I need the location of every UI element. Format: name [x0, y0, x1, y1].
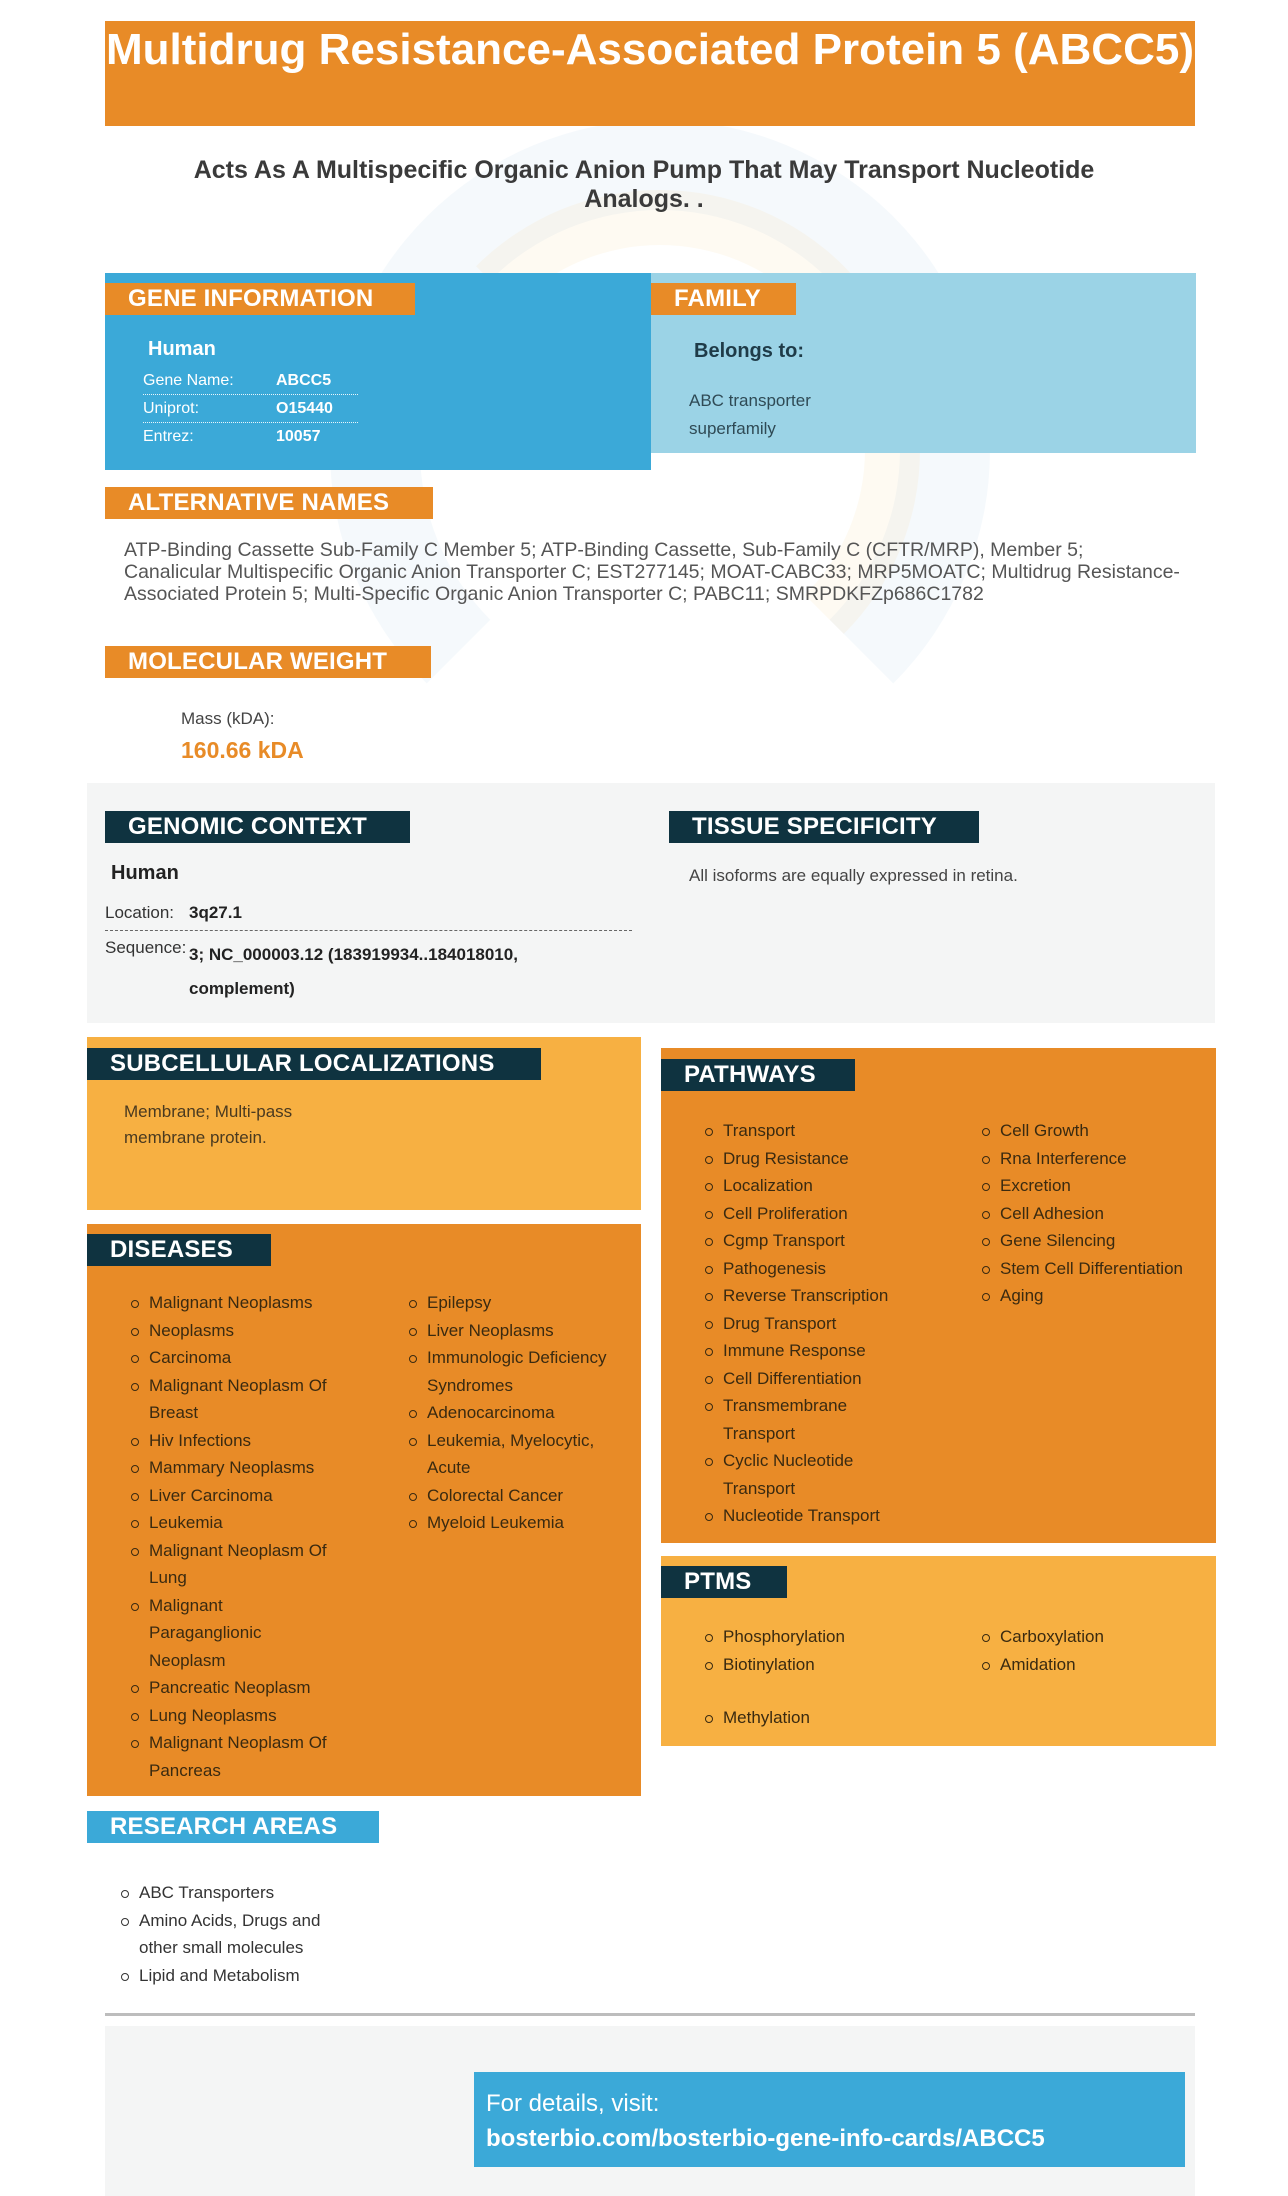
list-item: Rna Interference — [980, 1145, 1210, 1173]
ptms-list-col2 — [980, 1623, 1180, 1678]
list-item: Malignant Paraganglionic Neoplasm — [129, 1592, 279, 1675]
alternative-names-text: ATP-Binding Cassette Sub-Family C Member 5; ATP-Binding Cassette, Sub-Family C (CFTR/MRP), Member 5; Canalicular Multispecific Organic Anion Transporter C; EST277145; MOAT-CABC33; MRP5MOATC; Multidrug Resistance-Associated Protein 5; Multi-Specific Organic Anion Transporter C; PABC11; SMRPDKFZp686C1782 — [124, 539, 1180, 605]
list-item: Drug Transport — [703, 1310, 903, 1338]
list-item: Neoplasms — [129, 1317, 344, 1345]
diseases-header: DISEASES — [87, 1234, 271, 1266]
gene-name-row — [143, 367, 358, 395]
page-subtitle: Acts As A Multispecific Organic Anion Pump That May Transport Nucleotide Analogs. . — [193, 156, 1095, 213]
list-item: Mammary Neoplasms — [129, 1454, 344, 1482]
uniprot-label: Uniprot: — [143, 400, 200, 417]
list-item: ABC Transporters — [119, 1879, 339, 1907]
list-item: Pathogenesis — [703, 1255, 903, 1283]
list-item: Immunologic Deficiency Syndromes — [407, 1344, 627, 1399]
list-item: Transport — [703, 1117, 903, 1145]
list-item: Stem Cell Differentiation — [980, 1255, 1210, 1283]
subcellular-header: SUBCELLULAR LOCALIZATIONS — [87, 1048, 541, 1080]
list-item: Lung Neoplasms — [129, 1702, 344, 1730]
entrez-row — [143, 423, 358, 451]
uniprot-row — [143, 395, 358, 423]
genomic-species: Human — [111, 862, 179, 884]
family-belongs-label: Belongs to: — [694, 340, 804, 362]
footer-divider — [105, 2013, 1195, 2016]
list-item: Liver Neoplasms — [407, 1317, 627, 1345]
list-item: Cgmp Transport — [703, 1227, 903, 1255]
list-item: Adenocarcinoma — [407, 1399, 627, 1427]
list-item: Transmembrane Transport — [703, 1392, 873, 1447]
molecular-weight-header: MOLECULAR WEIGHT — [105, 646, 431, 678]
alternative-names-header: ALTERNATIVE NAMES — [105, 487, 433, 519]
research-areas-header: RESEARCH AREAS — [87, 1811, 379, 1843]
pathways-header: PATHWAYS — [661, 1059, 855, 1091]
details-link[interactable]: bosterbio.com/bosterbio-gene-info-cards/ABCC5 — [486, 2125, 1045, 2152]
entrez-value: 10057 — [276, 428, 321, 445]
list-item: Reverse Transcription — [703, 1282, 903, 1310]
list-item: Cell Differentiation — [703, 1365, 903, 1393]
list-item: Drug Resistance — [703, 1145, 903, 1173]
entrez-label: Entrez: — [143, 428, 194, 445]
sequence-value: 3; NC_000003.12 (183919934..184018010, complement) — [189, 945, 518, 998]
gene-species: Human — [148, 338, 216, 360]
location-label: Location: — [105, 903, 174, 922]
ptms-header: PTMS — [661, 1566, 787, 1598]
tissue-specificity-text: All isoforms are equally expressed in retina. — [689, 866, 1018, 885]
gene-information-header: GENE INFORMATION — [105, 283, 415, 315]
list-item: Aging — [980, 1282, 1210, 1310]
subcellular-text: Membrane; Multi-pass membrane protein. — [124, 1102, 293, 1147]
genomic-context-header: GENOMIC CONTEXT — [105, 811, 410, 843]
list-item: Gene Silencing — [980, 1227, 1210, 1255]
list-item: Amidation — [980, 1651, 1180, 1679]
pathways-list-col2 — [980, 1117, 1210, 1310]
list-item: Hiv Infections — [129, 1427, 344, 1455]
list-item: Cyclic Nucleotide Transport — [703, 1447, 873, 1502]
list-item: Leukemia, Myelocytic, Acute — [407, 1427, 607, 1482]
list-item: Malignant Neoplasm Of Breast — [129, 1372, 344, 1427]
uniprot-value: O15440 — [276, 400, 333, 417]
list-item: Cell Adhesion — [980, 1200, 1210, 1228]
list-item: Colorectal Cancer — [407, 1482, 627, 1510]
list-item: Cell Growth — [980, 1117, 1210, 1145]
list-item: Lipid and Metabolism — [119, 1962, 339, 1990]
page-title: Multidrug Resistance-Associated Protein 5 (ABCC5) — [105, 21, 1195, 126]
list-item: Malignant Neoplasms — [129, 1289, 344, 1317]
list-item: Leukemia — [129, 1509, 344, 1537]
gene-name-value: ABCC5 — [276, 372, 332, 389]
list-item: Carcinoma — [129, 1344, 344, 1372]
list-item: Excretion — [980, 1172, 1210, 1200]
list-item: Nucleotide Transport — [703, 1502, 903, 1530]
list-item: Immune Response — [703, 1337, 903, 1365]
details-link-box[interactable] — [474, 2072, 1185, 2167]
list-item: Pancreatic Neoplasm — [129, 1674, 344, 1702]
list-item: Liver Carcinoma — [129, 1482, 344, 1510]
pathways-list-col1 — [703, 1117, 903, 1530]
tissue-specificity-header: TISSUE SPECIFICITY — [669, 811, 979, 843]
mass-value: 160.66 kDA — [181, 737, 304, 763]
list-item: Carboxylation — [980, 1623, 1180, 1651]
gene-name-label: Gene Name: — [143, 372, 234, 389]
details-label: For details, visit: — [486, 2090, 660, 2117]
diseases-list-col2 — [407, 1289, 627, 1537]
list-item: Epilepsy — [407, 1289, 627, 1317]
diseases-list-col1 — [129, 1289, 344, 1784]
list-item: Localization — [703, 1172, 903, 1200]
mass-label: Mass (kDA): — [181, 709, 275, 728]
list-item: Amino Acids, Drugs and other small molecules — [119, 1907, 329, 1962]
list-item: Biotinylation — [703, 1651, 903, 1679]
genomic-divider — [105, 930, 632, 931]
location-value: 3q27.1 — [189, 903, 242, 922]
list-item: Myeloid Leukemia — [407, 1509, 627, 1537]
family-header: FAMILY — [651, 283, 796, 315]
list-item: Cell Proliferation — [703, 1200, 903, 1228]
list-item: Malignant Neoplasm Of Lung — [129, 1537, 344, 1592]
ptms-list-col1 — [703, 1623, 903, 1732]
list-item: Methylation — [703, 1704, 903, 1732]
list-item: Malignant Neoplasm Of Pancreas — [129, 1729, 344, 1784]
sequence-label: Sequence: — [105, 938, 187, 957]
family-text: ABC transporter superfamily — [689, 391, 811, 438]
list-item: Phosphorylation — [703, 1623, 903, 1651]
research-areas-list — [119, 1879, 339, 1989]
